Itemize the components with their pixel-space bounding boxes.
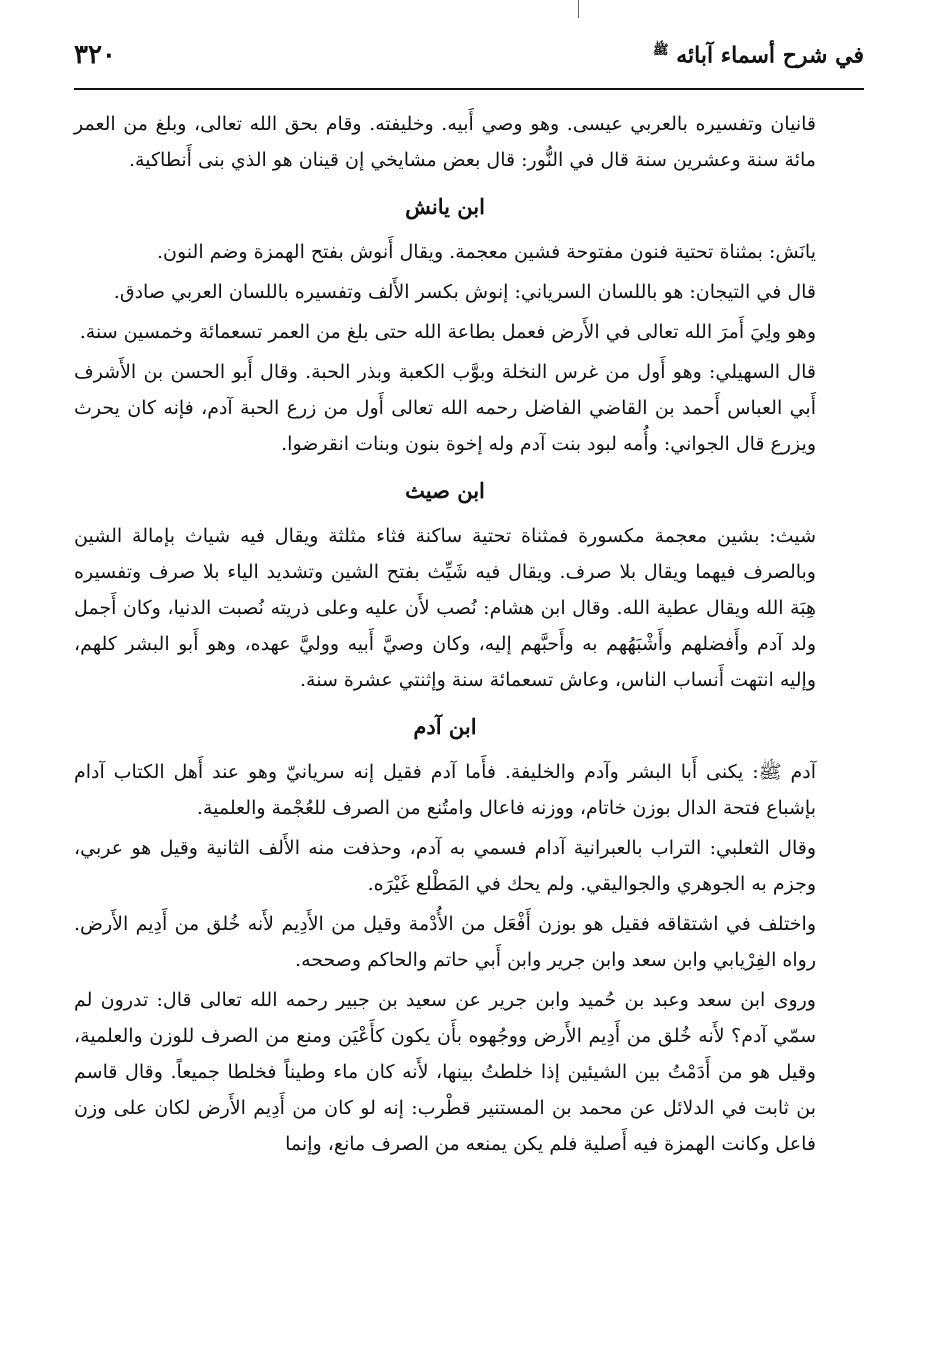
section-ibn-yanish xyxy=(74,190,816,462)
paragraph: قانيان وتفسيره بالعربي عيسى. وهو وصي أَبيه. وخليفته. وقام بحق الله تعالى، وبلغ من العمر مائة سنة وعشرين سنة قال في النُّور: قال بعض مشايخي إن قينان هو الذي بنى أَنطاكية. xyxy=(74,113,816,171)
page-header xyxy=(74,36,864,84)
paragraph: قال في التيجان: هو باللسان السرياني: إنوش بكسر الأَلف وتفسيره باللسان العربي صادق. xyxy=(113,281,816,303)
body-text xyxy=(74,106,816,1166)
scan-mark xyxy=(578,0,579,18)
paragraph: وهو ولِيَ أَمرَ الله تعالى في الأَرض فعمل بطاعة الله حتى بلغ من العمر تسعمائة وخمسين سنة. xyxy=(79,321,816,343)
honorific-glyph: ﷺ xyxy=(652,43,669,58)
paragraph: واختلف في اشتقاقه فقيل هو بوزن أَفْعَل من الأُدْمة وقيل من الأَدِيم لأَنه خُلق من أَدِيم الأَرض. رواه الفِرْيابي وابن سعد وابن جرير وابن أَبي حاتم والحاكم وصححه. xyxy=(74,913,816,971)
section-ibn-shith xyxy=(74,474,816,698)
section-qaynan xyxy=(74,106,816,178)
paragraph: يانَش: بمثناة تحتية فنون مفتوحة فشين معجمة. ويقال أَنوش بفتح الهمزة وضم النون. xyxy=(156,241,816,263)
running-title xyxy=(653,42,864,68)
section-ibn-adam xyxy=(74,710,816,1162)
paragraph: وروى ابن سعد وعبد بن حُميد وابن جرير عن سعيد بن جبير رحمه الله تعالى قال: تدرون لم سمّي آدم؟ لأَنه خُلق من أَدِيم الأَرض ووجُهوه بأَن يكون كأَعْيَن ومنع من الصرف للوزن والعلمية، وقيل هو من أَدَمْتُ بين الشيئين إذا خلطتُ بينها، لأَنه كان ماء وطيناً فخلطا جميعاً. وقال قاسم بن ثابت في الدلائل عن محمد بن المستنير قطْرب: إنه لو كان من أَدِيم الأَرض لكان على وزن فاعل وكانت الهمزة فيه أَصلية فلم يكن يمنعه من الصرف مانع، وإنما xyxy=(74,989,816,1155)
paragraph: قال السهيلي: وهو أَول من غرس النخلة وبوَّب الكعبة وبذر الحبة. وقال أَبو الحسن بن الأَشرف أَبي العباس أَحمد بن القاضي الفاضل رحمه الله تعالى أَول من زرع الحبة آدم، فإنه كان يحرث ويزرع قال الجواني: وأُمه لبود بنت آدم وله إخوة بنون وبنات انقرضوا. xyxy=(74,361,816,455)
section-heading: ابن صيث xyxy=(405,478,485,503)
page-number: ٣٢٠ xyxy=(74,40,116,70)
paragraph: آدم ﷺ: يكنى أَبا البشر وآدم والخليفة. فأَما آدم فقيل إنه سريانيّ وهو عند أَهل الكتاب آدام بإشباع فتحة الدال بوزن خاتام، ووزنه فاعال وامتُنع من الصرف للعُجْمة والعلمية. xyxy=(74,761,816,819)
paragraph: شيث: بشين معجمة مكسورة فمثناة تحتية ساكنة فثاء مثلثة ويقال فيه شياث بإمالة الشين وبالصرف فيهما ويقال بلا صرف. ويقال فيه شَيِّث بفتح الشين وتشديد الياء بلا صرف وتفسيره هِبَة الله ويقال عطية الله. وقال ابن هشام: نُصب لأَن عليه وعلى ذريته نُصبت الدنيا، وكان أَجمل ولد آدم وأَفضلهم وأَشْبَهُهم به وأَحبَّهم إليه، وكان وصيَّ أَبيه ووليَّ عهده، وهو أَبو البشر كلهم، وإليه انتهت أَنساب الناس، وعاش تسعمائة سنة وإثنتي عشرة سنة. xyxy=(74,525,816,691)
header-divider xyxy=(74,88,864,90)
paragraph: وقال الثعلبي: التراب بالعبرانية آدام فسمي به آدم، وحذفت منه الأَلف الثانية وقيل هو عربي، وجزم به الجوهري والجواليقي. ولم يحك في المَطْلع غَيْرَه. xyxy=(74,837,816,895)
running-title-text: في شرح أسماء آبائه xyxy=(676,42,864,69)
section-heading: ابن آدم xyxy=(413,714,477,739)
section-heading: ابن يانش xyxy=(405,194,485,219)
